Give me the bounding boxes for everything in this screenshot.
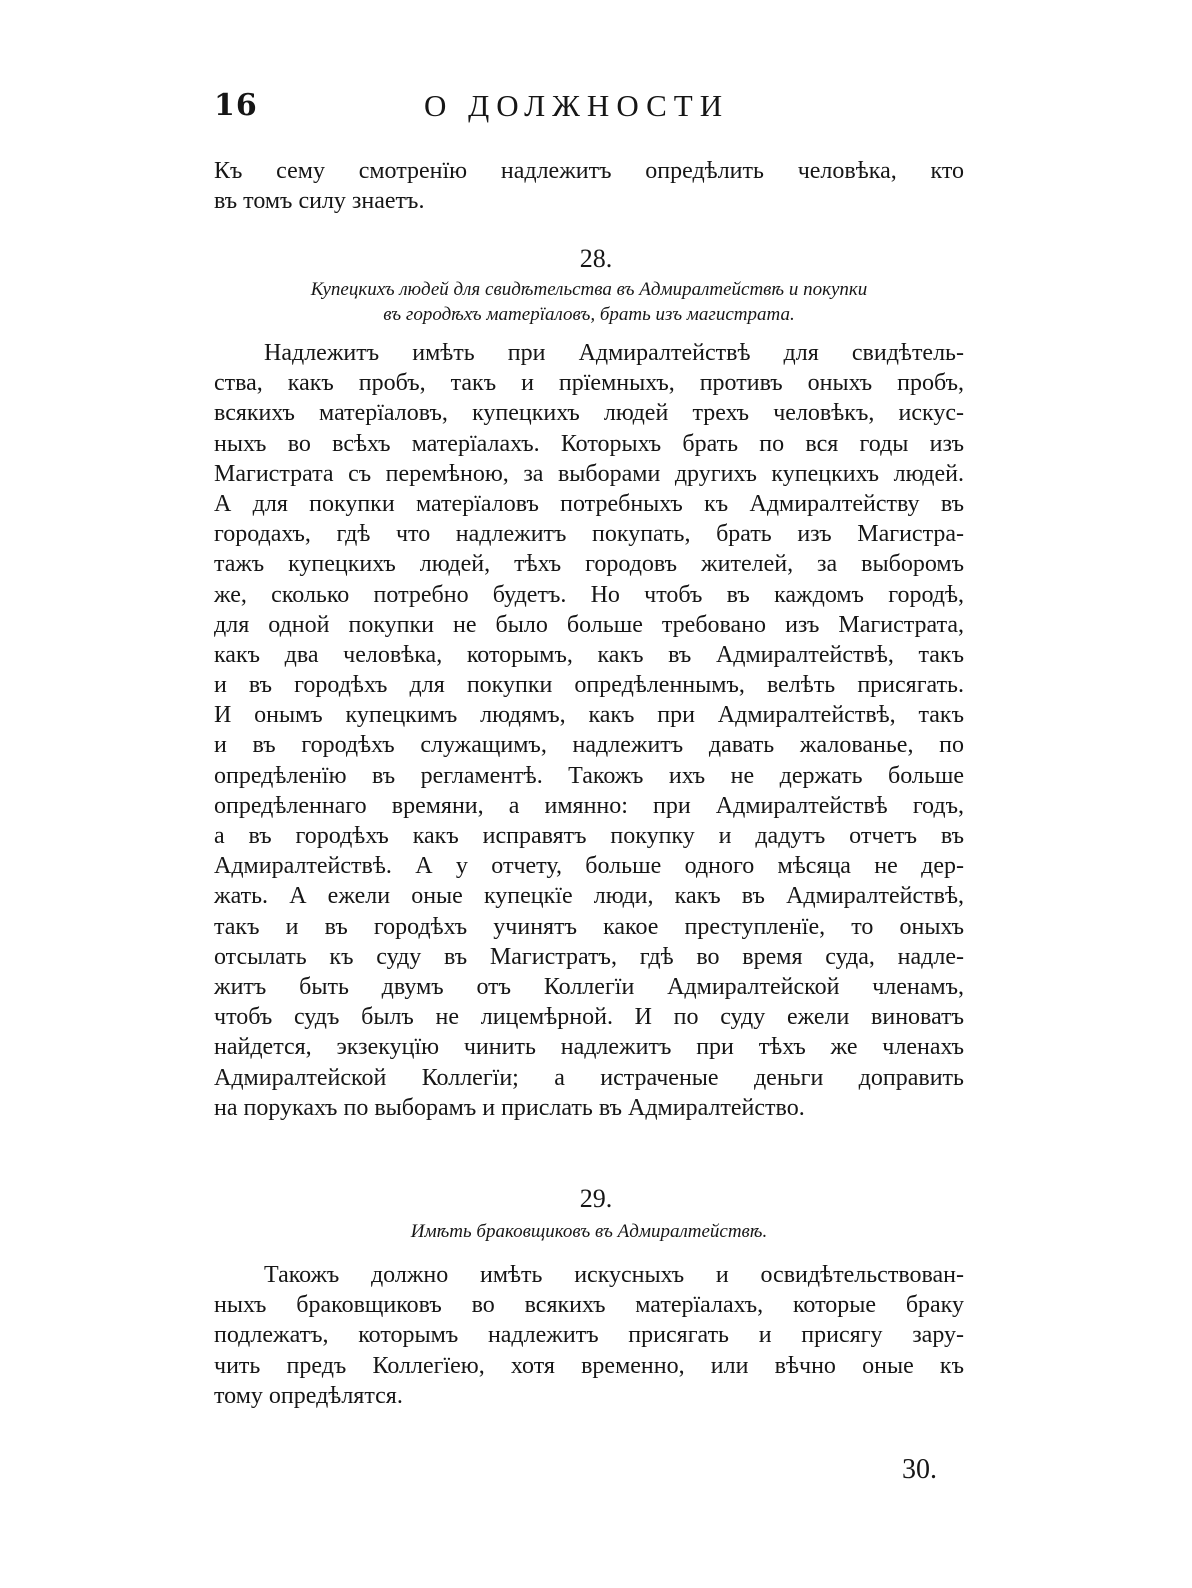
section-heading-29 [214,1219,964,1244]
text-line: А для покупки матерїаловъ потребныхъ къ Адмиралтейству въ [214,490,964,517]
text-line: въ томъ силу знаетъ. [214,188,425,215]
running-title: О ДОЛЖНОСТИ [424,88,730,123]
section-29-paragraph [214,1260,964,1411]
text-line: И онымъ купецкимъ людямъ, какъ при Адмиралтействѣ, такъ [214,702,964,729]
text-line: же, сколько потребно будетъ. Но чтобъ въ каждомъ городѣ, [214,581,964,608]
text-line: тажъ купецкихъ людей, тѣхъ городовъ жителей, за выборомъ [214,551,964,578]
text-line: опредѣленїю въ регламентѣ. Такожъ ихъ не держать больше [214,762,964,789]
text-line: на порукахъ по выборамъ и прислать въ Адмиралтейство. [214,1094,805,1121]
running-head [214,88,964,128]
text-line: и въ городѣхъ для покупки опредѣленнымъ, велѣть присягать. [214,672,964,699]
text-line: такъ и въ городѣхъ учинятъ какое преступленїе, то оныхъ [214,913,964,940]
section-number-29: 29. [579,1184,613,1213]
text-line: всякихъ матерїаловъ, купецкихъ людей трехъ человѣкъ, искус- [214,400,964,427]
intro-paragraph [214,156,964,216]
text-line: отсылать къ суду въ Магистратъ, гдѣ во время суда, надле- [214,943,964,970]
heading-line: Имѣть браковщиковъ въ Адмиралтействѣ. [410,1221,768,1242]
text-line: чить предъ Коллегїею, хотя временно, или вѣчно оные къ [214,1352,964,1379]
section-number-28: 28. [579,244,613,273]
text-line: Магистрата съ перемѣною, за выборами другихъ купецкихъ людей. [214,460,964,487]
text-line: жать. А ежели оные купецкїе люди, какъ въ Адмиралтействѣ, [214,883,964,910]
text-line: Адмиралтействѣ. А у отчету, больше одного мѣсяца не дер- [214,853,964,880]
text-line: житъ быть двумъ отъ Коллегїи Адмиралтейской членамъ, [214,973,964,1000]
text-line: какъ два человѣка, которымъ, какъ въ Адмиралтействѣ, такъ [214,641,964,668]
heading-line: Купецкихъ людей для свидѣтельства въ Адмиралтействѣ и покупки [310,279,868,300]
section-heading-28 [214,277,964,327]
section-28-paragraph [214,338,964,1123]
text-line: найдется, экзекуцїю чинить надлежитъ при тѣхъ же членахъ [214,1034,964,1061]
page-number: 16 [214,88,258,123]
text-line: Такожъ должно имѣть искусныхъ и освидѣтельствован- [264,1262,964,1288]
text-line: опредѣленнаго времяни, а имянно: при Адмиралтействѣ годъ, [214,792,964,819]
catchword: 30. [902,1454,937,1485]
text-line: тому опредѣлятся. [214,1382,403,1409]
text-line: подлежатъ, которымъ надлежитъ присягать и присягу зару- [214,1322,964,1349]
text-line: Надлежитъ имѣть при Адмиралтействѣ для свидѣтель- [264,340,964,366]
text-line: для одной покупки не было больше требовано изъ Магистрата, [214,611,964,638]
text-line: чтобъ судъ былъ не лицемѣрной. И по суду ежели виноватъ [214,1004,964,1031]
text-line: и въ городѣхъ служащимъ, надлежитъ давать жалованье, по [214,732,964,759]
text-line: а въ городѣхъ какъ исправятъ покупку и дадутъ отчетъ въ [214,823,964,849]
text-line: ныхъ во всѣхъ матерїалахъ. Которыхъ брать по вся годы изъ [214,430,964,457]
text-line: Адмиралтейской Коллегїи; а истраченые деньги доправить [214,1064,964,1091]
text-line: ства, какъ пробъ, такъ и прїемныхъ, противъ оныхъ пробъ, [214,370,964,397]
text-line: ныхъ браковщиковъ во всякихъ матерїалахъ, которые браку [214,1292,964,1319]
text-line: Къ сему смотренїю надлежитъ опредѣлить человѣка, кто [214,158,964,184]
heading-line: въ городѣхъ матерїаловъ, брать изъ магистрата. [383,304,795,325]
text-line: городахъ, гдѣ что надлежитъ покупать, брать изъ Магистра- [214,521,964,548]
